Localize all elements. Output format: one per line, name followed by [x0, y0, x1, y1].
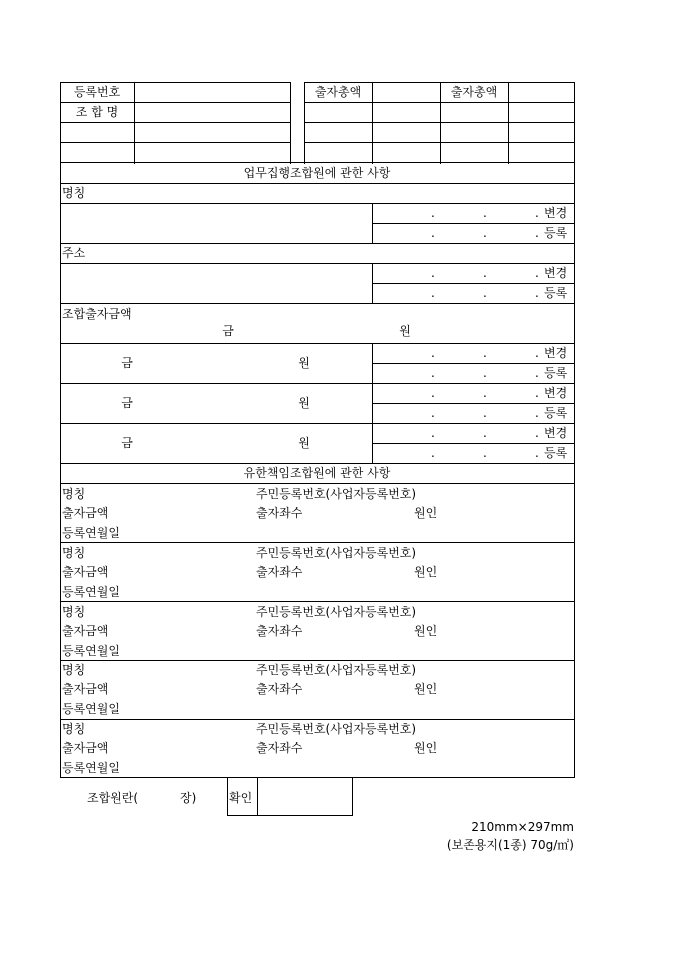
entry-unit-suffix: 원인: [414, 565, 438, 579]
entry-name-label: 명칭: [62, 722, 86, 736]
amount-prefix-2: 금: [121, 396, 133, 410]
entry-name-label: 명칭: [62, 605, 86, 619]
amount-unit-2: 원: [298, 396, 310, 410]
member-page-label: 조합원란(: [87, 791, 139, 805]
entry-unit-suffix: 원인: [414, 506, 438, 520]
change-label: 변경: [544, 346, 568, 360]
entry-units-label: 출자좌수: [256, 565, 303, 579]
date-dot: .: [535, 266, 539, 280]
entry-units-label: 출자좌수: [256, 682, 303, 696]
change-label: 변경: [544, 386, 568, 400]
date-dot: .: [483, 226, 487, 240]
date-dot: .: [431, 286, 435, 300]
date-dot: .: [483, 346, 487, 360]
change-label: 변경: [544, 426, 568, 440]
capital-currency-unit: 원: [399, 324, 411, 338]
date-dot: .: [431, 226, 435, 240]
register-label: 등록: [544, 226, 568, 240]
date-dot: .: [483, 366, 487, 380]
entry-date-label: 등록연월일: [62, 526, 120, 540]
entry-id-label: 주민등록번호(사업자등록번호): [256, 605, 417, 619]
entry-amount-label: 출자금액: [62, 565, 109, 579]
register-label: 등록: [544, 286, 568, 300]
exec-section-title: 업무집행조합원에 관한 사항: [243, 166, 391, 180]
entry-unit-suffix: 원인: [414, 682, 438, 696]
date-dot: .: [431, 406, 435, 420]
date-dot: .: [535, 226, 539, 240]
entry-unit-suffix: 원인: [414, 624, 438, 638]
date-dot: .: [483, 266, 487, 280]
entry-amount-label: 출자금액: [62, 682, 109, 696]
entry-name-label: 명칭: [62, 546, 86, 560]
amount-unit-1: 원: [298, 356, 310, 370]
entry-id-label: 주민등록번호(사업자등록번호): [256, 487, 417, 501]
entry-units-label: 출자좌수: [256, 741, 303, 755]
date-dot: .: [431, 206, 435, 220]
amount-prefix-1: 금: [121, 356, 133, 370]
capital-total-label-1: 출자총액: [314, 85, 362, 99]
date-dot: .: [431, 446, 435, 460]
change-label: 변경: [544, 266, 568, 280]
entry-id-label: 주민등록번호(사업자등록번호): [256, 722, 417, 736]
date-dot: .: [483, 446, 487, 460]
date-dot: .: [535, 406, 539, 420]
entry-units-label: 출자좌수: [256, 506, 303, 520]
entry-date-label: 등록연월일: [62, 702, 120, 716]
reg-no-label: 등록번호: [73, 85, 121, 99]
exec-name-label: 명칭: [62, 186, 86, 200]
entry-name-label: 명칭: [62, 487, 86, 501]
date-dot: .: [483, 386, 487, 400]
member-page-suffix: 장): [180, 791, 197, 805]
date-dot: .: [483, 406, 487, 420]
entry-id-label: 주민등록번호(사업자등록번호): [256, 663, 417, 677]
change-label: 변경: [544, 206, 568, 220]
date-dot: .: [431, 346, 435, 360]
entry-date-label: 등록연월일: [62, 585, 120, 599]
date-dot: .: [431, 366, 435, 380]
entry-date-label: 등록연월일: [62, 644, 120, 658]
register-label: 등록: [544, 366, 568, 380]
date-dot: .: [483, 206, 487, 220]
entry-amount-label: 출자금액: [62, 624, 109, 638]
capital-currency-prefix: 금: [222, 324, 234, 338]
date-dot: .: [431, 386, 435, 400]
date-dot: .: [483, 426, 487, 440]
entry-unit-suffix: 원인: [414, 741, 438, 755]
entry-amount-label: 출자금액: [62, 741, 109, 755]
exec-address-label: 주소: [62, 246, 86, 260]
entry-amount-label: 출자금액: [62, 506, 109, 520]
register-label: 등록: [544, 406, 568, 420]
paper-size: 210mm×297mm: [471, 820, 574, 834]
date-dot: .: [535, 426, 539, 440]
date-dot: .: [535, 346, 539, 360]
register-label: 등록: [544, 446, 568, 460]
date-dot: .: [535, 286, 539, 300]
capital-total-label-2: 출자총액: [450, 85, 498, 99]
entry-id-label: 주민등록번호(사업자등록번호): [256, 546, 417, 560]
date-dot: .: [535, 446, 539, 460]
entry-units-label: 출자좌수: [256, 624, 303, 638]
paper-type: (보존용지(1종) 70g/㎡): [446, 838, 574, 852]
date-dot: .: [535, 386, 539, 400]
amount-prefix-3: 금: [121, 436, 133, 450]
confirm-label: 확인: [229, 791, 253, 805]
exec-capital-label: 조합출자금액: [62, 307, 132, 321]
union-name-label: 조 합 명: [75, 105, 119, 119]
entry-name-label: 명칭: [62, 663, 86, 677]
limited-section-title: 유한책임조합원에 관한 사항: [243, 466, 391, 480]
entry-date-label: 등록연월일: [62, 761, 120, 775]
date-dot: .: [431, 426, 435, 440]
date-dot: .: [535, 366, 539, 380]
date-dot: .: [431, 266, 435, 280]
date-dot: .: [535, 206, 539, 220]
date-dot: .: [483, 286, 487, 300]
amount-unit-3: 원: [298, 436, 310, 450]
